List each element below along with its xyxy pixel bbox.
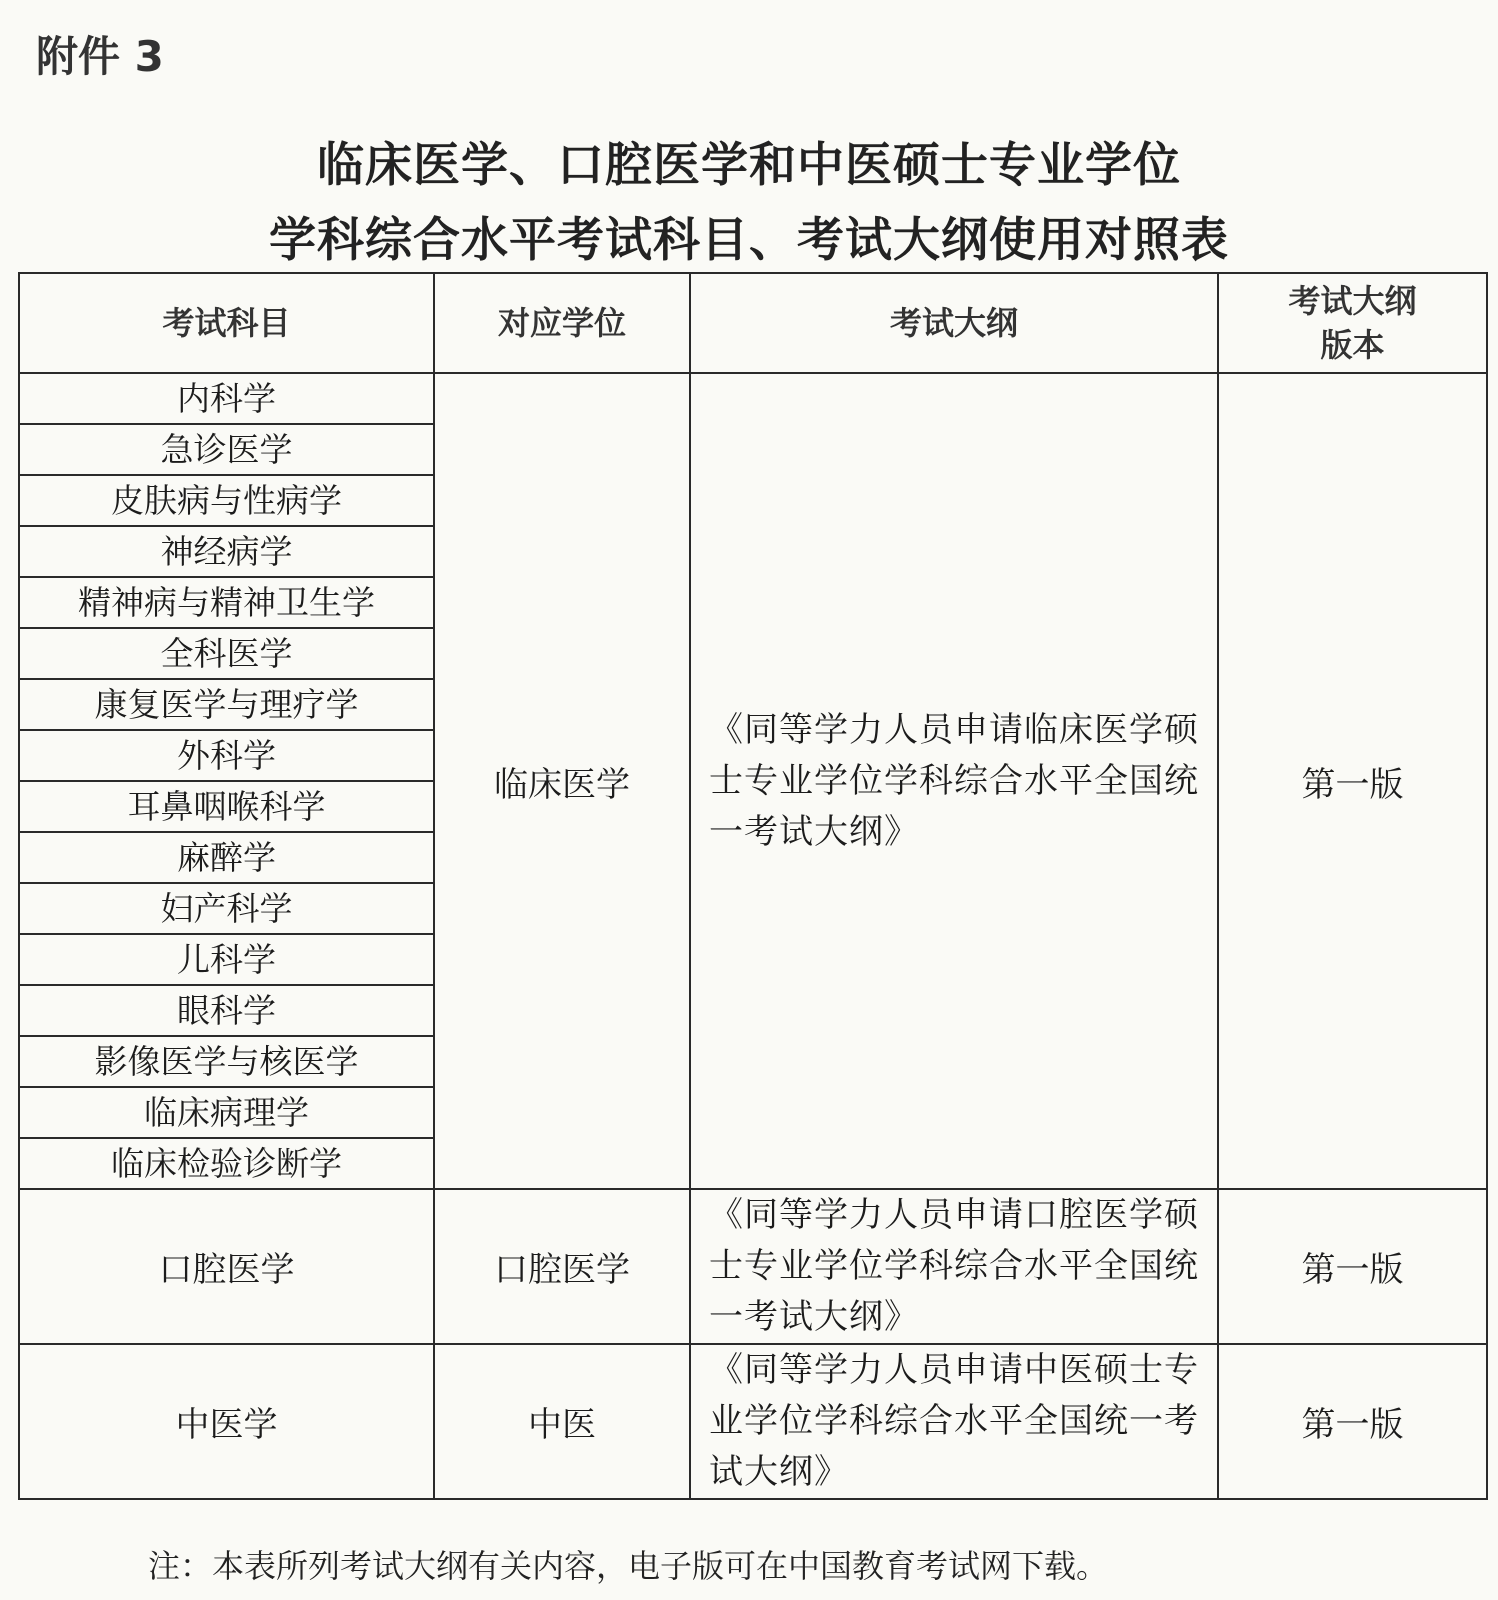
table-header-row [19,273,1487,373]
table-row [19,1189,1487,1344]
title-line-1: 临床医学、口腔医学和中医硕士专业学位 [317,138,1181,193]
clinical-outline-cell: 《同等学力人员申请临床医学硕士专业学位学科综合水平全国统一考试大纲》 [690,373,1218,1189]
oral-degree-cell: 口腔医学 [434,1189,690,1344]
oral-group [19,1189,1487,1344]
subject-cell: 儿科学 [19,934,434,985]
subject-cell: 临床病理学 [19,1087,434,1138]
header-version-line-1: 考试大纲 [1288,282,1417,320]
subject-cell: 临床检验诊断学 [19,1138,434,1189]
header-degree: 对应学位 [434,273,690,373]
tcm-outline-cell: 《同等学力人员申请中医硕士专业学位学科综合水平全国统一考试大纲》 [690,1344,1218,1499]
footnote: 注：本表所列考试大纲有关内容，电子版可在中国教育考试网下载。 [148,1547,1109,1585]
clinical-group [19,373,1487,1189]
subject-cell: 神经病学 [19,526,434,577]
subject-cell: 康复医学与理疗学 [19,679,434,730]
subject-cell: 影像医学与核医学 [19,1036,434,1087]
clinical-version-cell: 第一版 [1218,373,1487,1189]
tcm-degree-cell: 中医 [434,1344,690,1499]
subject-cell: 妇产科学 [19,883,434,934]
header-version [1218,273,1487,373]
oral-version-cell: 第一版 [1218,1189,1487,1344]
tcm-subject-cell: 中医学 [19,1344,434,1499]
subject-cell: 麻醉学 [19,832,434,883]
table-row [19,1344,1487,1499]
subject-cell: 耳鼻咽喉科学 [19,781,434,832]
subject-cell: 眼科学 [19,985,434,1036]
clinical-degree-cell: 临床医学 [434,373,690,1189]
header-subject: 考试科目 [19,273,434,373]
subject-cell: 外科学 [19,730,434,781]
subject-cell: 急诊医学 [19,424,434,475]
tcm-version-cell: 第一版 [1218,1344,1487,1499]
title-line-2: 学科综合水平考试科目、考试大纲使用对照表 [269,213,1229,268]
subject-cell: 皮肤病与性病学 [19,475,434,526]
attachment-label: 附件 3 [36,32,164,81]
exam-table [18,272,1488,1500]
subject-cell: 全科医学 [19,628,434,679]
subject-cell: 精神病与精神卫生学 [19,577,434,628]
header-version-line-2: 版本 [1320,326,1385,364]
tcm-group [19,1344,1487,1499]
oral-subject-cell: 口腔医学 [19,1189,434,1344]
oral-outline-cell: 《同等学力人员申请口腔医学硕士专业学位学科综合水平全国统一考试大纲》 [690,1189,1218,1344]
table-row [19,373,1487,424]
header-outline: 考试大纲 [690,273,1218,373]
subject-cell: 内科学 [19,373,434,424]
